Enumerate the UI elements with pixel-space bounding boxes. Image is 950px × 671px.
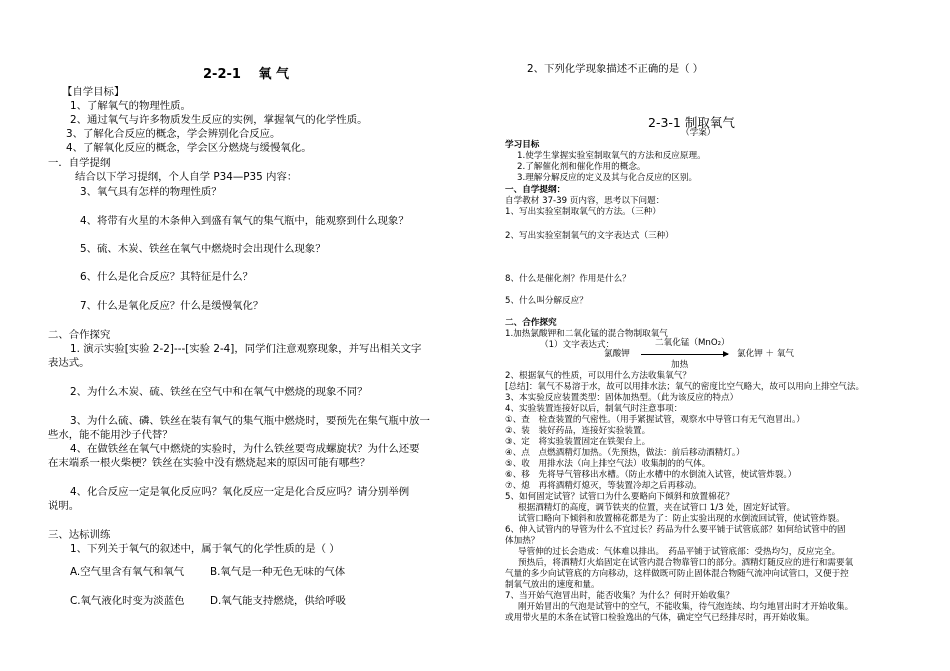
right-s1-header: 一、自学提纲： (505, 185, 566, 195)
left-s2-3a: 3、为什么硫、磷、铁丝在装有氧气的集气瓶中燃烧时，要预先在集气瓶中放一 (70, 415, 430, 427)
right-step-5: ⑤、收 用排水法（向上排空气法）收集制的的气体。 (505, 459, 711, 469)
right-goals-header: 学习目标 (505, 140, 540, 150)
left-s1-item-6: 6、什么是化合反应？其特征是什么？ (80, 271, 253, 283)
right-s1-q8: 8、什么是催化剂？作用是什么？ (505, 274, 631, 284)
right-s2-7: 7、当开始气泡冒出时，能否收集？为什么？何时开始收集？ (505, 591, 734, 601)
right-goal-2: 2.了解催化剂和催化作用的概念。 (517, 162, 646, 172)
right-s2-6b: 体加热？ (505, 536, 540, 546)
right-s2-5b: 试管口略向下倾斜和放置棉花都是为了：防止实验出现的水倒流回试管，使试管炸裂。 (518, 514, 845, 524)
right-s2-5a: 根据酒精灯的高度，调节铁夹的位置，夹在试管口 1/3 处，固定好试管。 (518, 503, 796, 513)
left-s1-intro: 结合以下学习提纲，个人自学 P34—P35 内容： (75, 171, 298, 183)
left-s2-header: 二、合作探究 (48, 329, 111, 341)
right-s2-summary: [总结]：氧气不易溶于水，故可以用排水法；氧气的密度比空气略大，故可以用向上排空气法。 (505, 382, 865, 392)
right-s1-q1: 1、写出实验室制取氧气的方法。（三种） (505, 207, 661, 217)
left-s2-3b: 些水，能不能用沙子代替？ (48, 429, 173, 441)
right-s1-intro: 自学教材 37-39 页内容，思考以下问题： (505, 196, 665, 206)
left-s3-header: 三、达标训练 (48, 529, 111, 541)
right-s2-3: 3、本实验反应装置类型：固体加热型。（此为该反应的特点） (505, 393, 739, 403)
left-s2-1b: 表达式。 (48, 357, 90, 369)
equation-products: 氯化钾 ＋ 氧气 (737, 349, 795, 359)
left-s3-q1: 1、下列关于氧气的叙述中，属于氧气的化学性质的是（ ） (70, 543, 340, 555)
left-goal-2: 2、通过氧气与许多物质发生反应的实例，掌握氧气的化学性质。 (70, 114, 368, 126)
left-s2-1a: 1. 演示实验[实验 2-2]---[实验 2-4]，同学们注意观察现象，并写出相关文字 (70, 343, 422, 355)
right-s2-7a: 刚开始冒出的气泡是试管中的空气，不能收集，待气泡连续、均匀地冒出时才开始收集。 (518, 602, 854, 612)
right-step-7: ⑦、熄 再将酒精灯熄灭，等装置冷却之后再移动。 (505, 481, 702, 491)
right-s2-6e: 气量的多少向试管底的方向移动，这样做既可防止固体混合物随气流冲向试管口，又便于控 (505, 569, 849, 579)
left-s2-5b: 说明。 (48, 500, 80, 512)
right-step-4: ④、点 点燃酒精灯加热。（先预热，做法：前后移动酒精灯。） (505, 448, 745, 458)
right-s2-5: 5、如何固定试管？试管口为什么要略向下倾斜和放置棉花？ (505, 492, 734, 502)
equation-condition: 加热 (671, 360, 689, 370)
right-s2-7b: 或用带火星的木条在试管口检验逸出的气体，确定空气已经排尽时，再开始收集。 (505, 613, 815, 623)
left-option-d: D.氧气能支持燃烧，供给呼吸 (210, 595, 346, 607)
right-s2-1: 1.加热氯酸钾和二氧化锰的混合物制取氧气 (505, 329, 668, 339)
equation-catalyst: 二氧化锰（MnO₂） (655, 338, 730, 348)
right-goal-3: 3.理解分解反应的定义及其与化合反应的区别。 (517, 173, 698, 183)
right-q2: 2、下列化学现象描述不正确的是（ ） (527, 63, 704, 75)
left-goal-1: 1、了解氧气的物理性质。 (70, 100, 191, 112)
right-s2-6f: 制氧气放出的速度和量。 (505, 580, 600, 590)
left-s1-item-7: 7、什么是氧化反应？什么是缓慢氧化？ (80, 300, 264, 312)
left-s1-header: 一．自学提纲 (48, 157, 111, 169)
right-s2-2: 2、根据氧气的性质，可以用什么方法收集氧气？ (505, 371, 691, 381)
left-s2-4a: 4、在做铁丝在氧气中燃烧的实验时，为什么铁丝要弯成螺旋状？为什么还要 (70, 443, 420, 455)
left-option-b: B.氧气是一种无色无味的气体 (210, 566, 346, 578)
right-s1-q5: 5、什么叫分解反应？ (505, 296, 588, 306)
right-s2-header: 二、合作探究 (505, 318, 557, 328)
right-s2-6a: 6、伸入试管内的导管为什么不宜过长？药品为什么要平铺于试管底部？如何给试管中的固 (505, 525, 846, 535)
left-s1-item-3: 3、氧气具有怎样的物理性质？ (80, 186, 222, 198)
left-option-c: C.氧气液化时变为淡蓝色 (70, 595, 185, 607)
reaction-arrow (641, 354, 728, 355)
left-s1-item-5: 5、硫、木炭、铁丝在氧气中燃烧时会出现什么现象？ (80, 243, 326, 255)
right-s2-6c: 导管伸的过长会造成：气体难以排出。 药品平铺于试管底部：受热均匀，反应完全。 (518, 547, 841, 557)
right-s2-1-1: （1）文字表达式： (540, 340, 615, 350)
left-s2-4b: 在末端系一根火柴梗？铁丝在实验中没有燃烧起来的原因可能有哪些？ (48, 457, 371, 469)
right-goal-1: 1.使学生掌握实验室制取氧气的方法和反应原理。 (517, 151, 706, 161)
left-goal-3: 3、了解化合反应的概念，学会辨别化合反应。 (66, 128, 281, 140)
left-s2-2: 2、为什么木炭、硫、铁丝在空气中和在氧气中燃烧的现象不同？ (70, 386, 368, 398)
right-s1-q2: 2、写出实验室制氧气的文字表达式（三种） (505, 231, 674, 241)
left-option-a: A.空气里含有氧气和氧气 (70, 566, 185, 578)
left-s1-item-4: 4、将带有火星的木条伸入到盛有氧气的集气瓶中，能观察到什么现象？ (80, 215, 409, 227)
left-title: 2-2-1 氧 气 (203, 67, 289, 82)
left-goal-4: 4、了解氧化反应的概念，学会区分燃烧与缓慢氧化。 (66, 142, 312, 154)
right-s2-4: 4、实验装置连接好以后，制氧气时注意事项： (505, 404, 683, 414)
right-title: 2-3-1 制取氧气 (648, 115, 735, 130)
right-s2-6d: 预热后，将酒精灯火焰固定在试管内混合物靠管口的部分。酒精灯随反应的进行和需要氧 (518, 558, 854, 568)
right-step-6: ⑥、移 先将导气管移出水槽。（防止水槽中的水倒流入试管，使试管炸裂。） (505, 470, 797, 480)
right-step-3: ③、定 将实验装置固定在铁架台上。 (505, 437, 651, 447)
right-step-1: ①、查 检查装置的气密性。（用手紧握试管，观察水中导管口有无气泡冒出。） (505, 415, 805, 425)
right-subtitle: （学案） (681, 128, 716, 138)
left-goals-header: 【自学目标】 (62, 86, 125, 98)
left-s2-5a: 4、化合反应一定是氧化反应吗？氧化反应一定是化合反应吗？请分别举例 (70, 486, 410, 498)
equation-reactant: 氯酸钾 (604, 349, 630, 359)
right-step-2: ②、装 装好药品，连接好实验装置。 (505, 426, 651, 436)
